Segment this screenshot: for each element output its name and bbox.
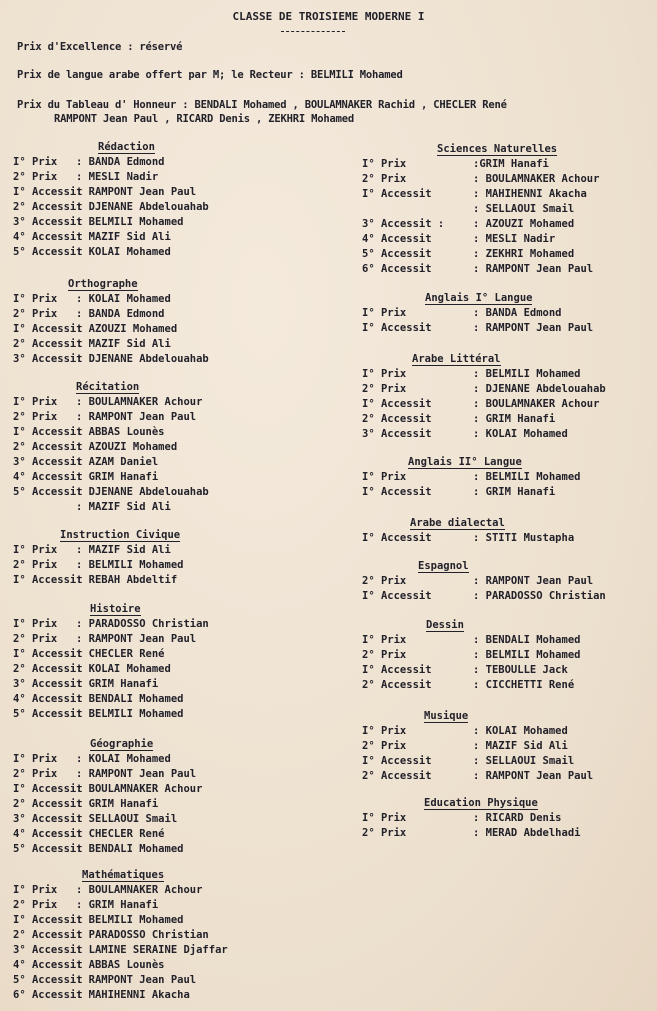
left-section-title <box>90 602 141 616</box>
award-recipient: :GRIM Hanafi <box>473 158 549 170</box>
award-recipient: : RAMPONT Jean Paul <box>473 322 594 334</box>
award-recipient: : DJENANE Abdelouahab <box>76 201 209 213</box>
award-rank: 2° Prix <box>362 649 407 661</box>
award-row <box>13 170 303 185</box>
award-row <box>13 842 303 857</box>
award-recipient: : MAHIHENNI Akacha <box>473 188 587 200</box>
award-recipient: : BELMILI Mohamed <box>473 368 581 380</box>
award-recipient: : GRIM Hanafi <box>473 413 556 425</box>
award-recipient: : RAMPONT Jean Paul <box>473 575 594 587</box>
award-rank: 3° Accessit <box>13 678 83 690</box>
right-section-title-text: Anglais I° Langue <box>425 292 533 304</box>
award-rank: 4° Accessit <box>13 693 83 705</box>
award-recipient: : RAMPONT Jean Paul <box>76 633 197 645</box>
award-row <box>13 337 303 352</box>
right-section-title <box>424 709 468 723</box>
award-recipient: : GRIM Hanafi <box>76 798 159 810</box>
award-rank: I° Prix <box>13 396 58 408</box>
arabic-prize-line: Prix de langue arabe offert par M; le Recteur : BELMILI Mohamed <box>17 69 403 81</box>
award-row <box>362 172 652 187</box>
award-recipient: : BANDA Edmond <box>76 156 165 168</box>
award-rank: I° Prix <box>362 158 407 170</box>
award-rank: 2° Prix <box>362 173 407 185</box>
award-row <box>13 352 303 367</box>
award-row <box>13 395 303 410</box>
title-underline <box>281 31 345 32</box>
award-rank: I° Prix <box>13 156 58 168</box>
award-recipient: : MESLI Nadir <box>473 233 556 245</box>
award-rank: I° Accessit <box>13 574 83 586</box>
award-rank: I° Accessit <box>13 323 83 335</box>
award-row <box>362 826 652 841</box>
award-recipient: : BOULAMNAKER Achour <box>473 398 600 410</box>
award-recipient: : SELLAOUI Smail <box>473 203 575 215</box>
award-row <box>362 633 652 648</box>
left-section-title <box>60 528 180 542</box>
award-rank: I° Prix <box>362 812 407 824</box>
award-recipient: : ABBAS Lounès <box>76 959 165 971</box>
award-recipient: : SELLAOUI Smail <box>473 755 575 767</box>
award-rank: I° Accessit <box>13 426 83 438</box>
award-row <box>13 797 303 812</box>
award-recipient: : DJENANE Abdelouahab <box>76 353 209 365</box>
award-row <box>13 307 303 322</box>
award-recipient: : BOULAMNAKER Achour <box>76 884 203 896</box>
award-row <box>362 648 652 663</box>
award-recipient: : REBAH Abdeltif <box>76 574 178 586</box>
award-rank: 2° Accessit <box>13 338 83 350</box>
award-row <box>362 811 652 826</box>
award-row <box>13 677 303 692</box>
award-recipient: : CHECLER René <box>76 828 165 840</box>
award-recipient: : KOLAI Mohamed <box>76 753 171 765</box>
award-row <box>362 589 652 604</box>
award-recipient: : BELMILI Mohamed <box>76 216 184 228</box>
award-recipient: : LAMINE SERAINE Djaffar <box>76 944 228 956</box>
award-row <box>362 739 652 754</box>
award-recipient: : SELLAOUI Smail <box>76 813 178 825</box>
award-recipient: : PARADOSSO Christian <box>473 590 606 602</box>
award-rank: I° Prix <box>13 293 58 305</box>
right-section-title-text: Arabe dialectal <box>410 517 505 529</box>
left-section-title <box>76 380 139 394</box>
award-rank: I° Prix <box>13 884 58 896</box>
award-rank: 2° Prix <box>13 633 58 645</box>
left-section-title <box>90 737 153 751</box>
award-rank: 2° Accessit <box>13 798 83 810</box>
award-rank: I° Accessit <box>362 532 432 544</box>
award-rank: I° Accessit <box>362 664 432 676</box>
award-rank: 2° Accessit <box>13 441 83 453</box>
award-rank: 2° Prix <box>13 411 58 423</box>
award-row <box>13 617 303 632</box>
award-rank: 2° Prix <box>13 559 58 571</box>
award-rank: 4° Accessit <box>13 959 83 971</box>
award-row <box>13 245 303 260</box>
left-section-title-text: Histoire <box>90 603 141 615</box>
right-section-title-text: Dessin <box>426 619 464 631</box>
award-row <box>13 767 303 782</box>
left-section-title-text: Rédaction <box>98 141 155 153</box>
award-recipient: : PARADOSSO Christian <box>76 618 209 630</box>
award-row <box>13 185 303 200</box>
award-recipient: : BENDALI Mohamed <box>76 693 184 705</box>
right-section-title <box>410 516 505 530</box>
award-rank: 2° Prix <box>362 575 407 587</box>
right-section-title <box>437 142 557 156</box>
award-recipient: : RAMPONT Jean Paul <box>76 768 197 780</box>
award-rank: 3° Accessit <box>13 353 83 365</box>
award-rank: 2° Prix <box>13 308 58 320</box>
award-rank: 3° Accessit : <box>362 218 445 230</box>
award-rank: I° Accessit <box>362 590 432 602</box>
award-rank: 2° Accessit <box>13 929 83 941</box>
award-rank: I° Accessit <box>13 648 83 660</box>
award-row <box>13 322 303 337</box>
award-row <box>362 157 652 172</box>
award-rank: I° Prix <box>13 753 58 765</box>
award-row <box>13 543 303 558</box>
award-rank: 4° Accessit <box>13 828 83 840</box>
award-row <box>13 812 303 827</box>
right-section-title <box>425 291 532 305</box>
award-rank: I° Accessit <box>362 755 432 767</box>
award-rank: I° Accessit <box>13 783 83 795</box>
award-row <box>13 692 303 707</box>
award-rank: 2° Accessit <box>13 201 83 213</box>
award-row <box>13 752 303 767</box>
award-rank: I° Accessit <box>362 486 432 498</box>
award-row <box>13 230 303 245</box>
award-row <box>362 678 652 693</box>
award-recipient: : BOULAMNAKER Achour <box>76 783 203 795</box>
award-recipient: : KOLAI Mohamed <box>473 725 568 737</box>
award-rank: 3° Accessit <box>13 944 83 956</box>
award-recipient: : BELMILI Mohamed <box>473 471 581 483</box>
award-recipient: : MESLI Nadir <box>76 171 159 183</box>
award-rank: 2° Accessit <box>13 663 83 675</box>
award-rank: 6° Accessit <box>13 989 83 1001</box>
award-row <box>362 382 652 397</box>
award-row <box>362 427 652 442</box>
award-recipient: : RAMPONT Jean Paul <box>76 186 197 198</box>
right-section-title <box>424 796 538 810</box>
honour-line-2: RAMPONT Jean Paul , RICARD Denis , ZEKHRI Mohamed <box>54 113 354 125</box>
award-recipient: : CHECLER René <box>76 648 165 660</box>
award-recipient: : GRIM Hanafi <box>76 678 159 690</box>
excellence-line: Prix d'Excellence : réservé <box>17 41 183 53</box>
award-recipient: : BOULAMNAKER Achour <box>76 396 203 408</box>
award-recipient: : AZOUZI Mohamed <box>76 441 178 453</box>
left-section-title-text: Orthographe <box>68 278 138 290</box>
award-row <box>13 485 303 500</box>
right-section-title <box>426 618 464 632</box>
left-section-title-text: Instruction Civique <box>60 529 181 541</box>
award-rank: I° Accessit <box>13 186 83 198</box>
award-rank: 2° Accessit <box>362 413 432 425</box>
award-row <box>13 215 303 230</box>
right-section-title <box>418 559 469 573</box>
award-recipient: : BOULAMNAKER Achour <box>473 173 600 185</box>
award-rank: 4° Accessit <box>362 233 432 245</box>
award-row <box>362 217 652 232</box>
award-recipient: : ZEKHRI Mohamed <box>473 248 575 260</box>
award-rank: 5° Accessit <box>362 248 432 260</box>
award-rank: I° Prix <box>362 307 407 319</box>
award-rank: I° Prix <box>362 368 407 380</box>
award-recipient: : AZAM Daniel <box>76 456 159 468</box>
award-rank: 2° Accessit <box>362 679 432 691</box>
award-recipient: : KOLAI Mohamed <box>76 246 171 258</box>
award-rank: I° Prix <box>13 544 58 556</box>
award-rank: 2° Prix <box>13 171 58 183</box>
award-rank: 5° Accessit <box>13 974 83 986</box>
award-recipient: : MAZIF Sid Ali <box>473 740 568 752</box>
award-rank: 5° Accessit <box>13 246 83 258</box>
award-row <box>362 247 652 262</box>
award-rank: I° Accessit <box>362 398 432 410</box>
award-rank: I° Accessit <box>362 188 432 200</box>
award-row <box>13 155 303 170</box>
award-recipient: : STITI Mustapha <box>473 532 575 544</box>
award-row <box>13 455 303 470</box>
right-section-title-text: Sciences Naturelles <box>437 143 558 155</box>
left-section-title-text: Géographie <box>90 738 154 750</box>
award-row <box>362 754 652 769</box>
award-row <box>362 470 652 485</box>
award-recipient: : RICARD Denis <box>473 812 562 824</box>
award-rank: 3° Accessit <box>13 216 83 228</box>
right-section-title <box>412 352 501 366</box>
award-row <box>13 292 303 307</box>
award-recipient: : DJENANE Abdelouahab <box>473 383 606 395</box>
award-row <box>13 943 303 958</box>
award-recipient: : BELMILI Mohamed <box>76 914 184 926</box>
document-title: CLASSE DE TROISIEME MODERNE I <box>232 10 425 23</box>
award-row <box>13 782 303 797</box>
award-rank: 4° Accessit <box>13 231 83 243</box>
award-recipient: : AZOUZI Mohamed <box>76 323 178 335</box>
award-row <box>13 470 303 485</box>
award-recipient: : BANDA Edmond <box>473 307 562 319</box>
award-recipient: : GRIM Hanafi <box>473 486 556 498</box>
award-rank: 3° Accessit <box>13 456 83 468</box>
award-recipient: : MAHIHENNI Akacha <box>76 989 190 1001</box>
award-recipient: : KOLAI Mohamed <box>76 663 171 675</box>
award-row <box>362 187 652 202</box>
award-recipient: : BELMILI Mohamed <box>76 559 184 571</box>
award-rank: 2° Prix <box>362 383 407 395</box>
award-rank: 3° Accessit <box>13 813 83 825</box>
award-row <box>362 663 652 678</box>
award-row <box>362 321 652 336</box>
award-row <box>362 574 652 589</box>
award-row <box>13 500 303 515</box>
award-rank: 2° Prix <box>362 827 407 839</box>
award-rank: I° Prix <box>13 618 58 630</box>
award-row <box>13 973 303 988</box>
right-section-title <box>408 455 522 469</box>
award-row <box>362 531 652 546</box>
award-rank: I° Accessit <box>13 914 83 926</box>
right-section-title-text: Education Physique <box>424 797 538 809</box>
left-section-title-text: Mathématiques <box>82 869 165 881</box>
award-row <box>362 262 652 277</box>
award-row <box>362 485 652 500</box>
right-section-title-text: Arabe Littéral <box>412 353 501 365</box>
award-recipient: : GRIM Hanafi <box>76 471 159 483</box>
left-section-title-text: Récitation <box>76 381 140 393</box>
award-recipient: : ABBAS Lounès <box>76 426 165 438</box>
award-rank: I° Prix <box>362 471 407 483</box>
award-rank: 2° Prix <box>362 740 407 752</box>
award-recipient: : MAZIF Sid Ali <box>76 231 171 243</box>
award-recipient: : TEBOULLE Jack <box>473 664 568 676</box>
award-row <box>13 913 303 928</box>
award-rank: 6° Accessit <box>362 263 432 275</box>
award-recipient: : KOLAI Mohamed <box>76 293 171 305</box>
award-recipient: : DJENANE Abdelouahab <box>76 486 209 498</box>
award-recipient: : MAZIF Sid Ali <box>76 501 171 513</box>
award-row <box>13 440 303 455</box>
award-row <box>13 898 303 913</box>
award-recipient: : BENDALI Mohamed <box>473 634 581 646</box>
award-rank: 2° Prix <box>13 768 58 780</box>
award-recipient: : MAZIF Sid Ali <box>76 544 171 556</box>
award-recipient: : GRIM Hanafi <box>76 899 159 911</box>
award-row <box>13 647 303 662</box>
right-section-title-text: Espagnol <box>418 560 469 572</box>
award-row <box>362 202 652 217</box>
award-recipient: : CICCHETTI René <box>473 679 575 691</box>
award-rank: 4° Accessit <box>13 471 83 483</box>
award-row <box>362 412 652 427</box>
award-row <box>362 232 652 247</box>
award-row <box>362 397 652 412</box>
award-rank: 5° Accessit <box>13 486 83 498</box>
award-row <box>13 928 303 943</box>
award-recipient: : PARADOSSO Christian <box>76 929 209 941</box>
award-recipient: : BELMILI Mohamed <box>473 649 581 661</box>
award-recipient: : BELMILI Mohamed <box>76 708 184 720</box>
award-row <box>13 662 303 677</box>
award-rank: 3° Accessit <box>362 428 432 440</box>
award-rank: 2° Accessit <box>362 770 432 782</box>
award-recipient: : MERAD Abdelhadi <box>473 827 581 839</box>
award-row <box>362 306 652 321</box>
award-row <box>362 724 652 739</box>
award-row <box>13 558 303 573</box>
award-recipient: : MAZIF Sid Ali <box>76 338 171 350</box>
award-row <box>13 573 303 588</box>
award-row <box>13 958 303 973</box>
left-section-title <box>82 868 164 882</box>
award-recipient: : AZOUZI Mohamed <box>473 218 575 230</box>
award-rank: I° Accessit <box>362 322 432 334</box>
award-row <box>13 200 303 215</box>
award-row <box>13 707 303 722</box>
left-section-title <box>98 140 155 154</box>
award-recipient: : RAMPONT Jean Paul <box>473 770 594 782</box>
right-section-title-text: Anglais II° Langue <box>408 456 522 468</box>
award-row <box>13 425 303 440</box>
award-row <box>13 827 303 842</box>
award-rank: 5° Accessit <box>13 843 83 855</box>
award-row <box>13 632 303 647</box>
award-row <box>13 410 303 425</box>
award-rank: I° Prix <box>362 634 407 646</box>
honour-line-1: Prix du Tableau d' Honneur : BENDALI Mohamed , BOULAMNAKER Rachid , CHECLER René <box>17 99 507 111</box>
award-recipient: : BANDA Edmond <box>76 308 165 320</box>
right-section-title-text: Musique <box>424 710 469 722</box>
award-recipient: : KOLAI Mohamed <box>473 428 568 440</box>
award-rank: I° Prix <box>362 725 407 737</box>
left-section-title <box>68 277 138 291</box>
award-rank: 5° Accessit <box>13 708 83 720</box>
award-recipient: : BENDALI Mohamed <box>76 843 184 855</box>
award-row <box>13 883 303 898</box>
award-row <box>362 367 652 382</box>
award-row <box>13 988 303 1003</box>
award-recipient: : RAMPONT Jean Paul <box>76 411 197 423</box>
award-recipient: : RAMPONT Jean Paul <box>473 263 594 275</box>
award-rank: 2° Prix <box>13 899 58 911</box>
award-row <box>362 769 652 784</box>
award-recipient: : RAMPONT Jean Paul <box>76 974 197 986</box>
